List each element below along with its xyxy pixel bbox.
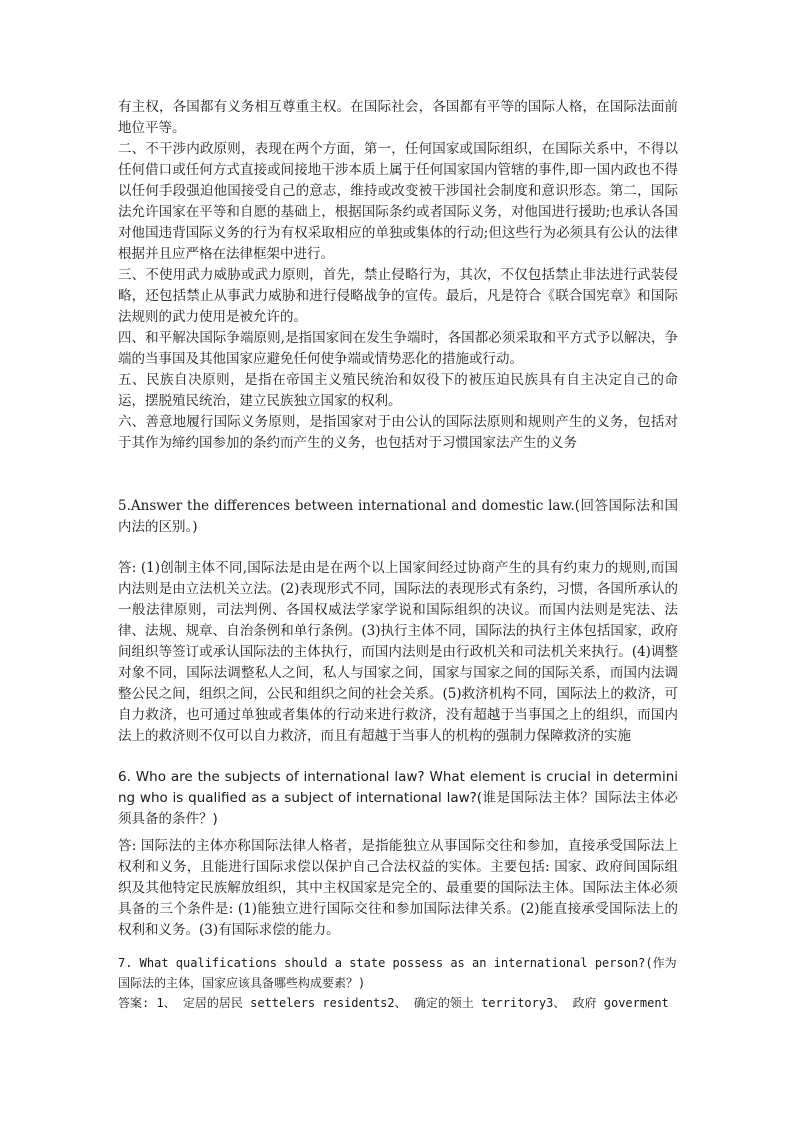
principle-sovereignty-text: 有主权，各国都有义务相互尊重主权。在国际社会，各国都有平等的国际人格，在国际法面前地位平等。	[118, 99, 678, 136]
principle-self-determination: 五、民族自决原则，是指在帝国主义殖民统治和奴役下的被压迫民族具有自主决定自己的命运，摆脱殖民统治，建立民族独立国家的权利。	[118, 372, 678, 409]
question-6: 6. Who are the subjects of international law? What element is crucial in determining who is qualified as a subject of international law?(谁是国际法主体？国际法主体必须具备的条件？)	[118, 769, 678, 827]
answer-5: 答: (1)创制主体不同,国际法是由是在两个以上国家间经过协商产生的具有约束力的规则,而国内法则是由立法机关立法。(2)表现形式不同，国际法的表现形式有条约，习惯，各国所承认的一般法律原则，司法判例、各国权威法学家学说和国际组织的决议。而国内法则是宪法、法律、法规、规章、自治条例和单行条例。(3)执行主体不同，国际法的执行主体包括国家，政府间组织等签订或承认国际法的主体执行，而国内法则是由行政机关和司法机关来执行。(4)调整对象不同，国际法调整私人之间，私人与国家之间，国家与国家之间的国际关系，而国内法调整公民之间，组织之间，公民和组织之间的社会关系。(5)救济机构不同，国际法上的救济，可自力救济，也可通过单独或者集体的行动来进行救济，没有超越于当事国之上的组织，而国内法上的救济则不仅可以自力救济，而且有超越于当事人的机构的强制力保障救济的实施	[118, 560, 678, 744]
question-7: 7. What qualifications should a state possess as an international person?(作为国际法的主体，国家应该具备哪些构成要素？)	[118, 956, 677, 990]
principle-peaceful-settlement: 四、和平解决国际争端原则,是指国家间在发生争端时，各国都必须采取和平方式予以解决，争端的当事国及其他国家应避免任何使争端或情势恶化的措施或行动。	[118, 330, 678, 367]
principle-good-faith: 六、善意地履行国际义务原则，是指国家对于由公认的国际法原则和规则产生的义务，包括对于其作为缔约国参加的条约而产生的义务，也包括对于习惯国家法产生的义务	[118, 414, 678, 451]
document-page	[118, 97, 678, 1013]
spacer	[118, 538, 678, 558]
answer-7: 答案: 1、 定居的居民 settelers residents2、 确定的领土 territory3、 政府 goverment	[118, 996, 669, 1010]
spacer	[118, 941, 678, 953]
answer-6: 答: 国际法的主体亦称国际法律人格者，是指能独立从事国际交往和参加，直接承受国际法上权利和义务，且能进行国际求偿以保护自己合法权益的实体。主要包括: 国家、政府间国际组织及其他特定民族解放组织，其中主权国家是完全的、最重要的国际法主体。国际法主体必须具备的三个条件是: (1)能独立进行国际交往和参加国际法律关系。(2)能直接承受国际法上的权利和义务。(3)有国际求偿的能力。	[118, 838, 678, 938]
principle-non-use-of-force: 三、不使用武力威胁或武力原则，首先，禁止侵略行为，其次，不仅包括禁止非法进行武装侵略，还包括禁止从事武力威胁和进行侵略战争的宣传。最后，凡是符合《联合国宪章》和国际法规则的武力使用是被允许的。	[118, 267, 678, 325]
principle-non-interference: 二、不干涉内政原则，表现在两个方面，第一，任何国家或国际组织，在国际关系中，不得以任何借口或任何方式直接或间接地干涉本质上属于任何国家国内管辖的事件,即一国内政也不得以任何手段强迫他国接受自己的意志，维持或改变被干涉国社会制度和意识形态。第二，国际法允许国家在平等和自愿的基础上，根据国际条约或者国际义务，对他国进行援助;也承认各国对他国违背国际义务的行为有权采取相应的单独或集体的行动;但这些行为必须具有公认的法律根据并且应严格在法律框架中进行。	[118, 141, 678, 262]
question-5: 5.Answer the differences between international and domestic law.(回答国际法和国内法的区别。)	[118, 498, 678, 535]
spacer	[118, 747, 678, 767]
spacer	[118, 454, 678, 496]
